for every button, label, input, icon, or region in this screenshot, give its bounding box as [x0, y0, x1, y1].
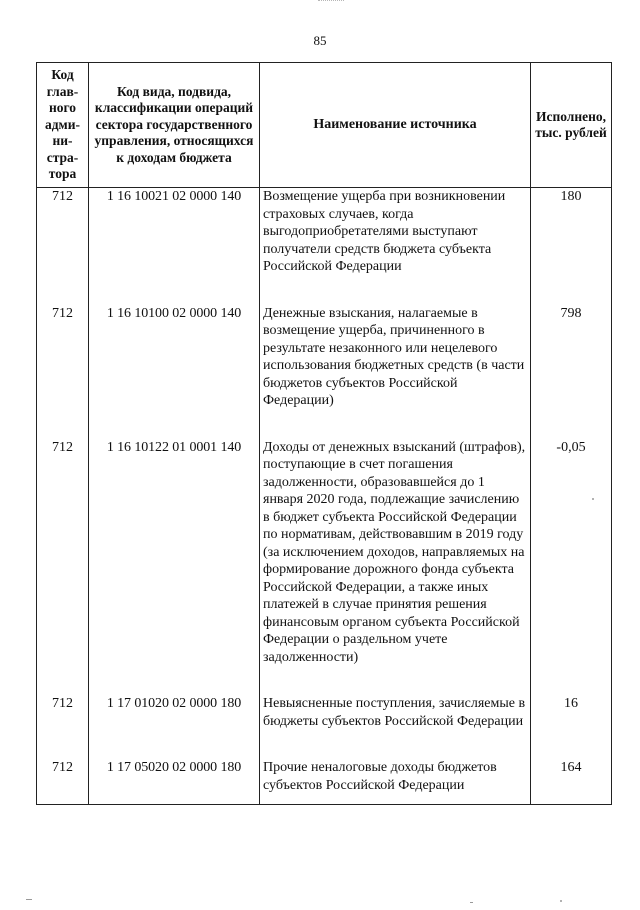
classification-code-cell: 1 16 10122 01 0001 140: [89, 439, 260, 696]
scan-speck: [560, 900, 562, 902]
admin-code-cell: 712: [37, 305, 89, 439]
table-row: [37, 305, 612, 439]
header-executed: Исполнено, тыс. рублей: [531, 63, 612, 188]
scan-speck: [26, 899, 32, 900]
classification-code-cell: 1 16 10100 02 0000 140: [89, 305, 260, 439]
table-row: [37, 439, 612, 696]
executed-amount-cell: 16: [531, 695, 612, 759]
source-name-cell: Возмещение ущерба при возникновении страховых случаев, когда выгодоприобретателями выступают получатели средств бюджета субъекта Российской Федерации: [260, 188, 531, 305]
admin-code-cell: 712: [37, 188, 89, 305]
classification-code-cell: 1 17 01020 02 0000 180: [89, 695, 260, 759]
classification-code-cell: 1 17 05020 02 0000 180: [89, 759, 260, 805]
scan-artifact: [318, 0, 344, 5]
executed-amount-cell: -0,05: [531, 439, 612, 696]
header-classification-code: Код вида, подвида, классификации операций сектора государственного управления, относящихся к доходам бюджета: [89, 63, 260, 188]
source-name-cell: Денежные взыскания, налагаемые в возмещение ущерба, причиненного в результате незаконного или нецелевого использования бюджетных средств (в части бюджетов субъектов Российской Федерации): [260, 305, 531, 439]
classification-code-cell: 1 16 10021 02 0000 140: [89, 188, 260, 305]
executed-amount-cell: 798: [531, 305, 612, 439]
source-name-cell: Доходы от денежных взысканий (штрафов), поступающие в счет погашения задолженности, образовавшейся до 1 января 2020 года, подлежащие зачислению в бюджет субъекта Российской Федерации по нормативам, действовавшим в 2019 году (за исключением доходов, направляемых на формирование дорожного фонда субъекта Российской Федерации, а также иных платежей в случае принятия решения финансовым органом субъекта Российской Федерации о раздельном учете задолженности): [260, 439, 531, 696]
scan-speck: [470, 902, 473, 903]
admin-code-cell: 712: [37, 759, 89, 805]
page-number: 85: [313, 33, 327, 48]
revenue-table: [36, 62, 612, 805]
header-source-name: Наименование источника: [260, 63, 531, 188]
table-row: [37, 188, 612, 305]
admin-code-cell: 712: [37, 439, 89, 696]
source-name-cell: Невыясненные поступления, зачисляемые в бюджеты субъектов Российской Федерации: [260, 695, 531, 759]
source-name-cell: Прочие неналоговые доходы бюджетов субъектов Российской Федерации: [260, 759, 531, 805]
table-header-row: [37, 63, 612, 188]
header-admin-code: Код глав-ного адми-ни-стра-тора: [37, 63, 89, 188]
executed-amount-cell: 164: [531, 759, 612, 805]
admin-code-cell: 712: [37, 695, 89, 759]
executed-amount-cell: 180: [531, 188, 612, 305]
table-row: [37, 759, 612, 805]
table-row: [37, 695, 612, 759]
scan-speck: [592, 498, 594, 500]
